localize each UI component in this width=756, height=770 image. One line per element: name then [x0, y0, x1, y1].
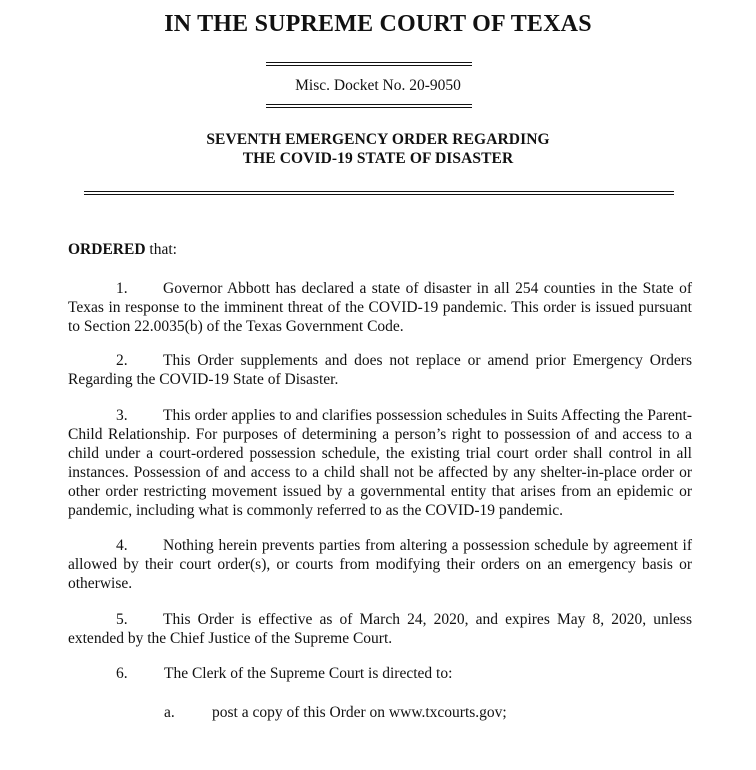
paragraph-number: 6. — [116, 665, 128, 682]
paragraph-6 — [116, 664, 452, 683]
order-title-line-2: THE COVID-19 STATE OF DISASTER — [242, 150, 514, 167]
sub-item-text: post a copy of this Order on www.txcourts.gov; — [212, 704, 507, 721]
paragraph-number: 2. — [116, 352, 128, 369]
paragraph-text: Governor Abbott has declared a state of disaster in all 254 counties in the State of Texas in response to the imminent threat of the COVID-19 pandemic. This order is issued pursuant to Section 22.0035(b) of the Texas Government Code. — [68, 280, 692, 335]
paragraph-number: 5. — [116, 611, 128, 628]
paragraph-3 — [68, 406, 692, 520]
docket-number: Misc. Docket No. 20-9050 — [295, 77, 461, 94]
paragraph-text: This Order is effective as of March 24, 2020, and expires May 8, 2020, unless extended by the Chief Justice of the Supreme Court. — [68, 611, 692, 647]
ordered-rest: that: — [145, 241, 177, 258]
docket-top-rule — [266, 62, 472, 66]
docket-bottom-rule — [266, 104, 472, 108]
paragraph-number: 1. — [116, 280, 128, 297]
sub-item-a — [164, 703, 507, 722]
paragraph-number: 3. — [116, 407, 128, 424]
order-title — [0, 130, 756, 168]
paragraph-4 — [68, 536, 692, 593]
order-title-line-1: SEVENTH EMERGENCY ORDER REGARDING — [206, 131, 550, 148]
court-title: IN THE SUPREME COURT OF TEXAS — [164, 11, 592, 37]
paragraph-2 — [68, 351, 692, 389]
title-divider-rule — [84, 191, 674, 195]
paragraph-1 — [68, 279, 692, 336]
paragraph-number: 4. — [116, 537, 128, 554]
ordered-heading — [68, 240, 177, 260]
paragraph-text: This order applies to and clarifies possession schedules in Suits Affecting the Parent-Child Relationship. For purposes of determining a person’s right to possession of and access to a child under a court-ordered possession schedule, the existing trial court order shall control in all instances. Possession of and access to a child shall not be affected by any shelter-in-place order or other order restricting movement issued by a governmental entity that arises from an epidemic or pandemic, including what is commonly referred to as the COVID-19 pandemic. — [68, 407, 692, 519]
ordered-bold: ORDERED — [68, 241, 146, 258]
paragraph-5 — [68, 610, 692, 648]
paragraph-text: Nothing herein prevents parties from altering a possession schedule by agreement if allowed by their court order(s), or courts from modifying their orders on an emergency basis or otherwise. — [68, 537, 692, 592]
sub-item-label: a. — [164, 704, 175, 721]
paragraph-text: The Clerk of the Supreme Court is directed to: — [164, 665, 453, 682]
paragraph-text: This Order supplements and does not replace or amend prior Emergency Orders Regarding the COVID-19 State of Disaster. — [68, 352, 692, 388]
